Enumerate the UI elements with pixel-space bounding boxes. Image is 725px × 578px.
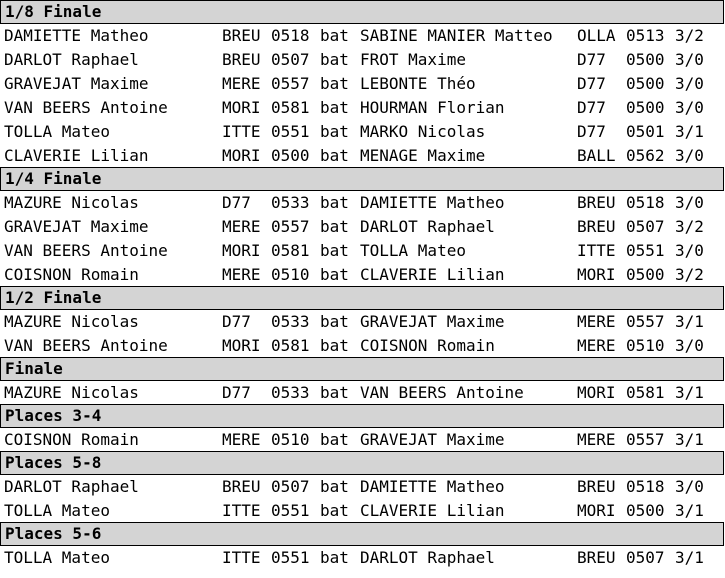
match-score: 3/1	[675, 383, 704, 402]
match-row	[0, 263, 725, 287]
beats-label: bat	[320, 74, 349, 93]
loser-rank: 0507	[626, 548, 665, 567]
match-row	[0, 96, 725, 120]
section-header: Finale	[0, 357, 724, 381]
match-score: 3/1	[675, 501, 704, 520]
winner-rank: 0507	[271, 50, 310, 69]
loser-rank: 0562	[626, 146, 665, 165]
loser-club: MERE	[577, 312, 616, 331]
loser-club: BREU	[577, 193, 616, 212]
beats-label: bat	[320, 430, 349, 449]
beats-label: bat	[320, 98, 349, 117]
match-score: 3/0	[675, 241, 704, 260]
loser-rank: 0500	[626, 98, 665, 117]
loser-club: MERE	[577, 336, 616, 355]
loser-club: D77	[577, 50, 606, 69]
match-row	[0, 334, 725, 358]
winner-club: D77	[222, 383, 251, 402]
loser-rank: 0551	[626, 241, 665, 260]
match-score: 3/1	[675, 312, 704, 331]
winner-name: TOLLA Mateo	[4, 501, 110, 520]
winner-club: MERE	[222, 430, 261, 449]
match-row	[0, 475, 725, 499]
loser-name: HOURMAN Florian	[360, 98, 505, 117]
loser-name: VAN BEERS Antoine	[360, 383, 524, 402]
match-score: 3/0	[675, 193, 704, 212]
winner-club: MORI	[222, 98, 261, 117]
loser-name: CLAVERIE Lilian	[360, 501, 505, 520]
loser-rank: 0518	[626, 477, 665, 496]
winner-name: DARLOT Raphael	[4, 50, 139, 69]
loser-name: DAMIETTE Matheo	[360, 193, 505, 212]
beats-label: bat	[320, 146, 349, 165]
section-header: Places 3-4	[0, 404, 724, 428]
winner-name: TOLLA Mateo	[4, 122, 110, 141]
winner-rank: 0551	[271, 122, 310, 141]
beats-label: bat	[320, 548, 349, 567]
section-header: 1/2 Finale	[0, 286, 724, 310]
loser-rank: 0500	[626, 501, 665, 520]
winner-club: BREU	[222, 26, 261, 45]
winner-club: ITTE	[222, 501, 261, 520]
loser-name: MENAGE Maxime	[360, 146, 486, 165]
winner-rank: 0551	[271, 501, 310, 520]
loser-name: TOLLA Mateo	[360, 241, 466, 260]
match-row	[0, 428, 725, 452]
loser-name: DARLOT Raphael	[360, 217, 495, 236]
beats-label: bat	[320, 336, 349, 355]
winner-rank: 0510	[271, 265, 310, 284]
loser-rank: 0581	[626, 383, 665, 402]
loser-rank: 0501	[626, 122, 665, 141]
match-score: 3/1	[675, 430, 704, 449]
winner-rank: 0557	[271, 217, 310, 236]
winner-club: D77	[222, 312, 251, 331]
section-header: Places 5-6	[0, 522, 724, 546]
winner-rank: 0518	[271, 26, 310, 45]
winner-club: BREU	[222, 477, 261, 496]
match-score: 3/0	[675, 74, 704, 93]
beats-label: bat	[320, 477, 349, 496]
beats-label: bat	[320, 26, 349, 45]
winner-name: MAZURE Nicolas	[4, 383, 139, 402]
winner-club: MERE	[222, 265, 261, 284]
loser-rank: 0557	[626, 430, 665, 449]
loser-rank: 0518	[626, 193, 665, 212]
winner-rank: 0533	[271, 193, 310, 212]
winner-club: MORI	[222, 336, 261, 355]
section-header: 1/4 Finale	[0, 167, 724, 191]
loser-name: COISNON Romain	[360, 336, 495, 355]
loser-rank: 0507	[626, 217, 665, 236]
winner-rank: 0551	[271, 548, 310, 567]
loser-rank: 0500	[626, 74, 665, 93]
beats-label: bat	[320, 122, 349, 141]
loser-name: MARKO Nicolas	[360, 122, 486, 141]
match-score: 3/2	[675, 26, 704, 45]
match-row	[0, 310, 725, 334]
beats-label: bat	[320, 193, 349, 212]
match-score: 3/0	[675, 50, 704, 69]
loser-rank: 0500	[626, 265, 665, 284]
match-score: 3/0	[675, 336, 704, 355]
match-row	[0, 144, 725, 168]
match-score: 3/1	[675, 548, 704, 567]
match-row	[0, 381, 725, 405]
winner-name: DARLOT Raphael	[4, 477, 139, 496]
loser-name: FROT Maxime	[360, 50, 466, 69]
loser-club: D77	[577, 98, 606, 117]
beats-label: bat	[320, 383, 349, 402]
winner-rank: 0581	[271, 336, 310, 355]
match-row	[0, 499, 725, 523]
beats-label: bat	[320, 312, 349, 331]
loser-name: LEBONTE Théo	[360, 74, 476, 93]
winner-club: ITTE	[222, 548, 261, 567]
winner-club: MERE	[222, 217, 261, 236]
section-header: Places 5-8	[0, 451, 724, 475]
winner-name: CLAVERIE Lilian	[4, 146, 149, 165]
match-row	[0, 72, 725, 96]
loser-name: DAMIETTE Matheo	[360, 477, 505, 496]
loser-club: OLLA	[577, 26, 616, 45]
winner-name: COISNON Romain	[4, 265, 139, 284]
match-row	[0, 546, 725, 570]
beats-label: bat	[320, 265, 349, 284]
loser-name: DARLOT Raphael	[360, 548, 495, 567]
match-row	[0, 215, 725, 239]
winner-name: MAZURE Nicolas	[4, 312, 139, 331]
loser-club: D77	[577, 122, 606, 141]
winner-rank: 0507	[271, 477, 310, 496]
match-score: 3/1	[675, 122, 704, 141]
beats-label: bat	[320, 217, 349, 236]
winner-club: BREU	[222, 50, 261, 69]
winner-rank: 0533	[271, 383, 310, 402]
winner-name: TOLLA Mateo	[4, 548, 110, 567]
winner-club: D77	[222, 193, 251, 212]
loser-club: MERE	[577, 430, 616, 449]
winner-rank: 0510	[271, 430, 310, 449]
loser-club: BREU	[577, 477, 616, 496]
winner-rank: 0581	[271, 241, 310, 260]
loser-club: BREU	[577, 217, 616, 236]
loser-club: ITTE	[577, 241, 616, 260]
loser-name: CLAVERIE Lilian	[360, 265, 505, 284]
beats-label: bat	[320, 50, 349, 69]
match-row	[0, 191, 725, 215]
winner-rank: 0533	[271, 312, 310, 331]
winner-name: VAN BEERS Antoine	[4, 98, 168, 117]
loser-club: D77	[577, 74, 606, 93]
winner-name: GRAVEJAT Maxime	[4, 74, 149, 93]
match-score: 3/2	[675, 265, 704, 284]
match-score: 3/0	[675, 98, 704, 117]
loser-rank: 0510	[626, 336, 665, 355]
match-score: 3/0	[675, 146, 704, 165]
match-row	[0, 24, 725, 48]
winner-name: MAZURE Nicolas	[4, 193, 139, 212]
loser-rank: 0557	[626, 312, 665, 331]
beats-label: bat	[320, 241, 349, 260]
loser-rank: 0513	[626, 26, 665, 45]
winner-name: GRAVEJAT Maxime	[4, 217, 149, 236]
loser-rank: 0500	[626, 50, 665, 69]
loser-club: BREU	[577, 548, 616, 567]
loser-club: MORI	[577, 501, 616, 520]
winner-club: MORI	[222, 241, 261, 260]
section-header: 1/8 Finale	[0, 0, 724, 24]
match-row	[0, 48, 725, 72]
match-score: 3/0	[675, 477, 704, 496]
winner-name: VAN BEERS Antoine	[4, 241, 168, 260]
match-row	[0, 239, 725, 263]
match-score: 3/2	[675, 217, 704, 236]
winner-rank: 0500	[271, 146, 310, 165]
loser-club: MORI	[577, 265, 616, 284]
match-row	[0, 120, 725, 144]
loser-club: MORI	[577, 383, 616, 402]
winner-club: MERE	[222, 74, 261, 93]
winner-club: ITTE	[222, 122, 261, 141]
winner-name: COISNON Romain	[4, 430, 139, 449]
winner-rank: 0581	[271, 98, 310, 117]
winner-name: DAMIETTE Matheo	[4, 26, 149, 45]
beats-label: bat	[320, 501, 349, 520]
winner-name: VAN BEERS Antoine	[4, 336, 168, 355]
winner-club: MORI	[222, 146, 261, 165]
loser-club: BALL	[577, 146, 616, 165]
loser-name: SABINE MANIER Matteo	[360, 26, 553, 45]
loser-name: GRAVEJAT Maxime	[360, 312, 505, 331]
loser-name: GRAVEJAT Maxime	[360, 430, 505, 449]
winner-rank: 0557	[271, 74, 310, 93]
